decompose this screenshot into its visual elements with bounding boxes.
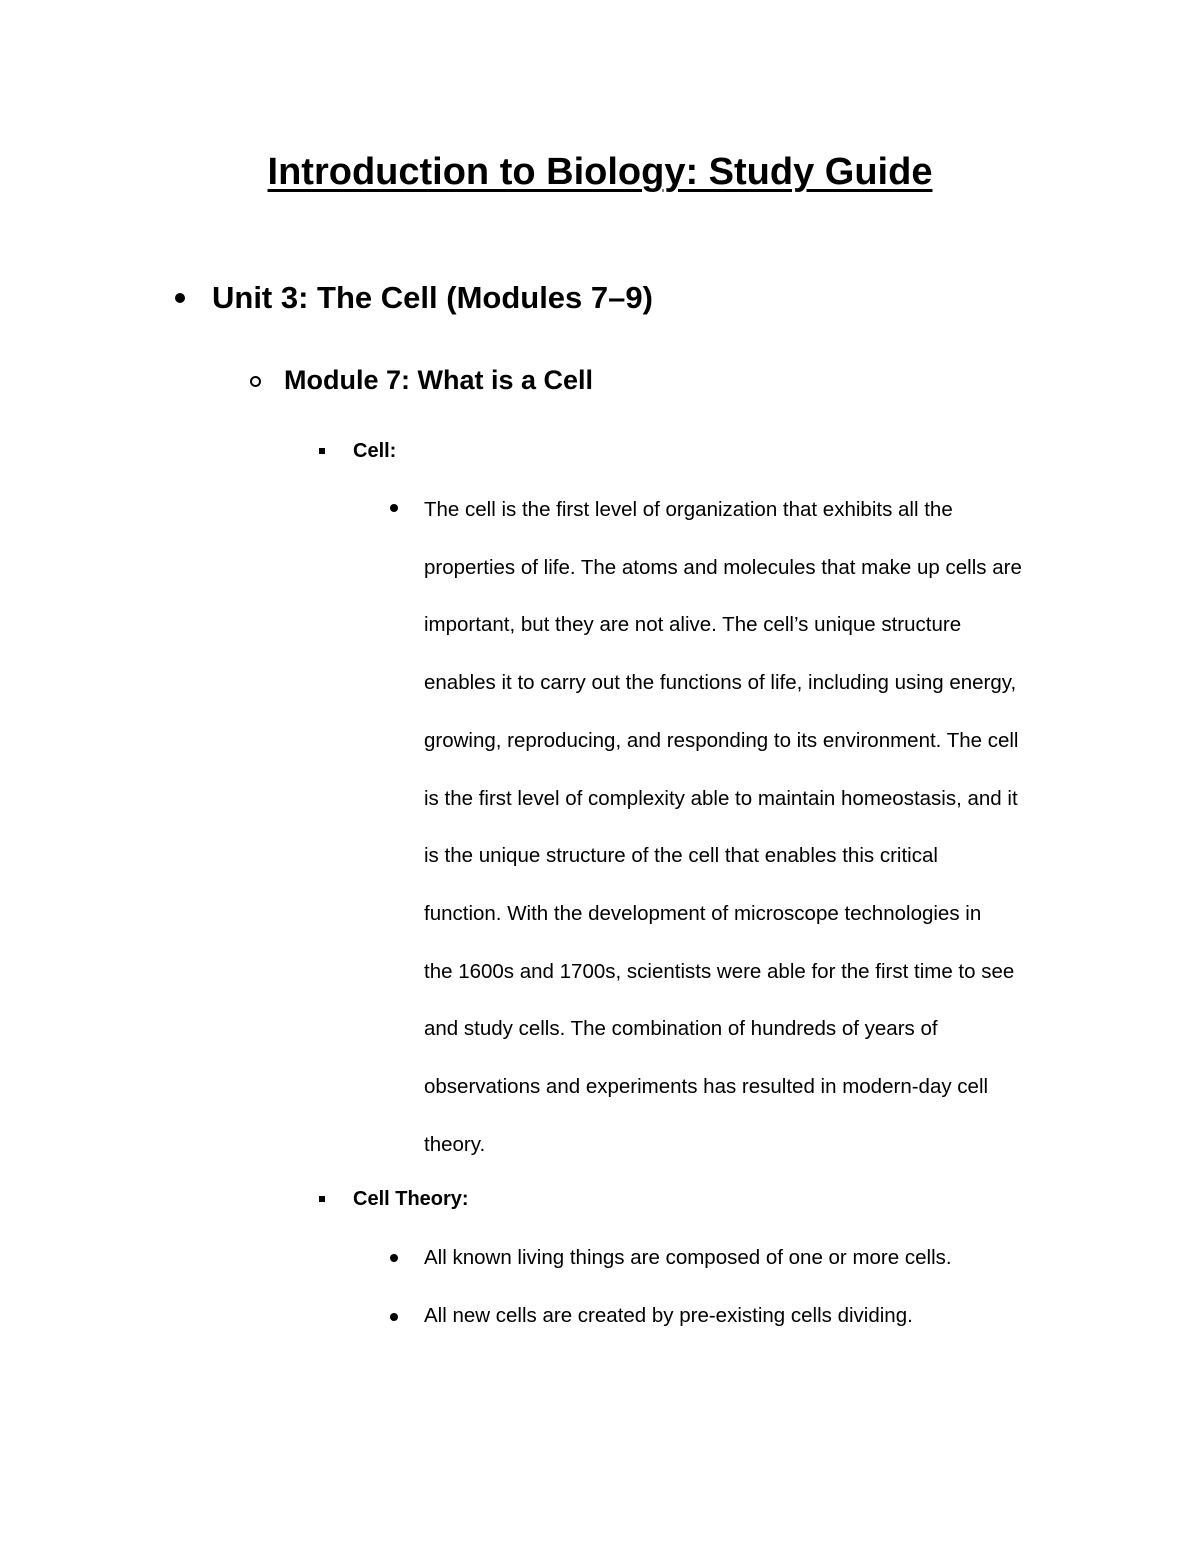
section-heading-cell: Cell: [353,440,397,462]
unit-heading: Unit 3: The Cell (Modules 7–9) [212,280,653,315]
paragraph-line: The cell is the first level of organization that exhibits all the [424,498,953,521]
paragraph-line: growing, reproducing, and responding to its environment. The cell [424,728,1019,752]
paragraph-line: function. With the development of microscope technologies in [424,901,982,925]
paragraph-line: and study cells. The combination of hundreds of years of [424,1017,938,1041]
paragraph-line: the 1600s and 1700s, scientists were able for the first time to see [424,959,1015,983]
paragraph-line: properties of life. The atoms and molecules that make up cells are [424,555,1022,579]
cell-paragraph [424,481,1084,1173]
module-heading: Module 7: What is a Cell [284,365,594,395]
paragraph-line: observations and experiments has resulted in modern-day cell [424,1075,989,1099]
square-bullet-icon [319,448,325,454]
paragraph-line: is the first level of complexity able to maintain homeostasis, and it [424,786,1018,810]
list-item: All known living things are composed of one or more cells. [424,1246,952,1269]
circle-bullet-icon [250,376,261,387]
disc-bullet-icon [175,293,185,303]
disc-bullet-icon [390,1254,398,1262]
paragraph-line: is the unique structure of the cell that enables this critical [424,844,938,868]
document-title: Introduction to Biology: Study Guide [267,151,933,193]
disc-bullet-icon [390,1313,398,1321]
paragraph-line: theory. [424,1132,486,1156]
list-item: All new cells are created by pre-existing cells dividing. [424,1304,913,1327]
paragraph-line: enables it to carry out the functions of life, including using energy, [424,671,1017,695]
section-heading-cell-theory: Cell Theory: [353,1188,469,1210]
square-bullet-icon [319,1196,325,1202]
disc-bullet-icon [390,504,398,512]
paragraph-line: important, but they are not alive. The cell’s unique structure [424,613,962,637]
